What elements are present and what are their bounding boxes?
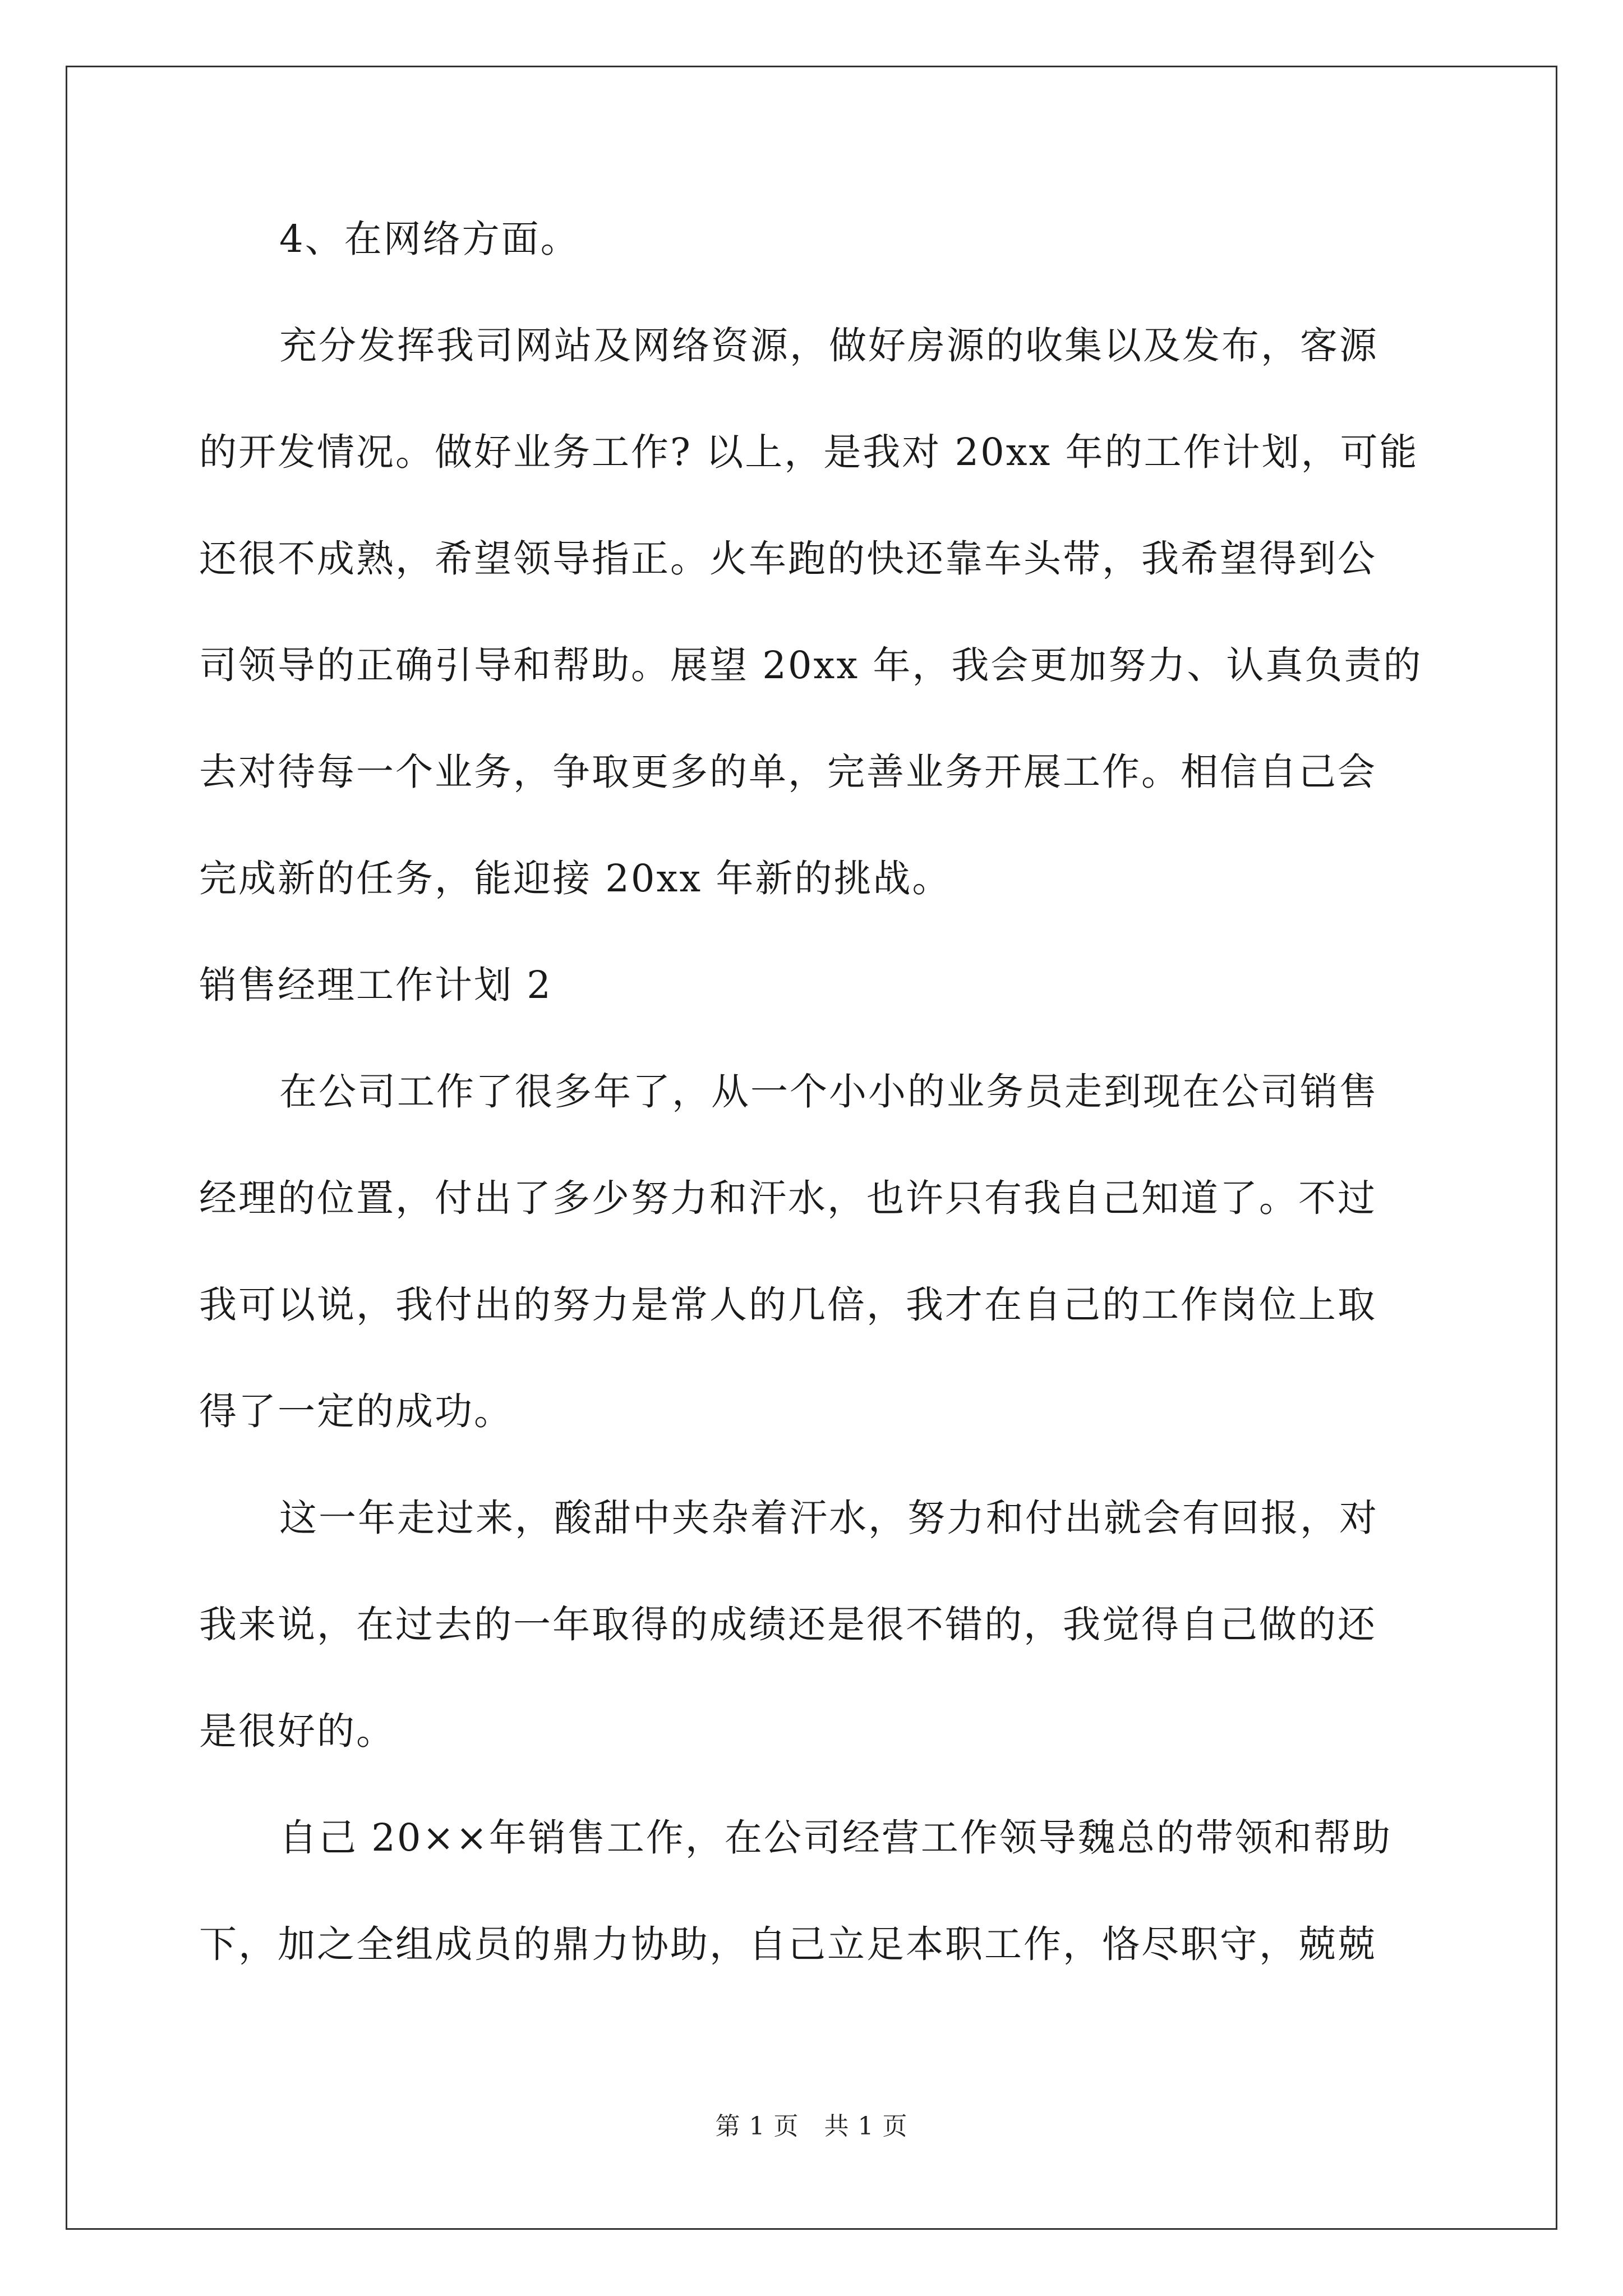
paragraph-line: 我可以说，我付出的努力是常人的几倍，我才在自己的工作岗位上取 xyxy=(199,1283,1377,1327)
section-heading: 销售经理工作计划 2 xyxy=(199,963,552,1007)
paragraph-line: 经理的位置，付出了多少努力和汗水，也许只有我自己知道了。不过 xyxy=(199,1176,1377,1220)
paragraph-line: 我来说，在过去的一年取得的成绩还是很不错的，我觉得自己做的还 xyxy=(199,1603,1377,1646)
paragraph-line: 4、在网络方面。 xyxy=(279,217,580,261)
paragraph-line: 充分发挥我司网站及网络资源，做好房源的收集以及发布，客源 xyxy=(279,324,1378,367)
paragraph-line: 这一年走过来，酸甜中夹杂着汗水，努力和付出就会有回报，对 xyxy=(279,1496,1378,1540)
paragraph-line: 的开发情况。做好业务工作? 以上，是我对 20xx 年的工作计划，可能 xyxy=(199,430,1419,474)
paragraph-line: 在公司工作了很多年了，从一个小小的业务员走到现在公司销售 xyxy=(279,1070,1378,1114)
paragraph-line: 还很不成熟，希望领导指正。火车跑的快还靠车头带，我希望得到公 xyxy=(199,537,1377,581)
paragraph-line: 得了一定的成功。 xyxy=(199,1389,513,1433)
paragraph-line: 完成新的任务，能迎接 20xx 年新的挑战。 xyxy=(199,857,952,900)
paragraph-line: 司领导的正确引导和帮助。展望 20xx 年，我会更加努力、认真负责的 xyxy=(199,643,1423,687)
page-footer: 第 1 页 共 1 页 xyxy=(715,2112,908,2141)
document-body xyxy=(199,217,1424,2032)
paragraph-line: 下，加之全组成员的鼎力协助，自己立足本职工作，恪尽职守，兢兢 xyxy=(199,1922,1377,1966)
paragraph-line: 去对待每一个业务，争取更多的单，完善业务开展工作。相信自己会 xyxy=(199,750,1377,794)
paragraph-line: 是很好的。 xyxy=(199,1709,395,1753)
paragraph-line: 自己 20××年销售工作，在公司经营工作领导魏总的带领和帮助 xyxy=(279,1816,1392,1860)
